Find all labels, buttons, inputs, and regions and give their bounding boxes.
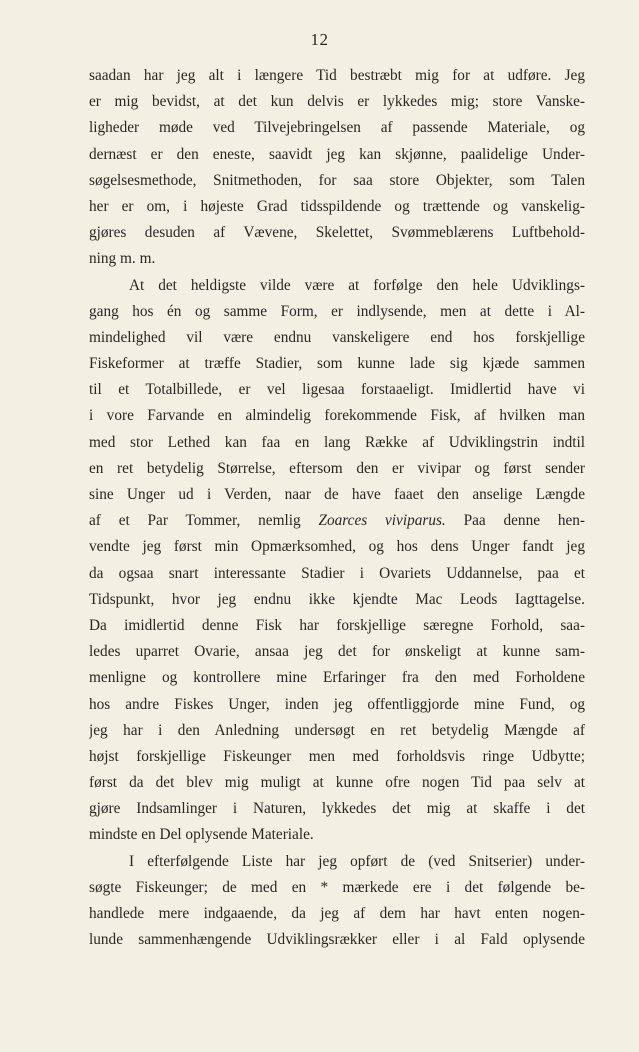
text-line: sine Unger ud i Verden, naar de have faaet den anselige Længde xyxy=(89,486,585,503)
text-line: her er om, i højeste Grad tidsspildende og trættende og vanskelig- xyxy=(89,197,585,215)
text-segment: Paa denne hen- xyxy=(463,512,585,530)
text-line: gjøre Indsamlinger i Naturen, lykkedes det mig at skaffe i det xyxy=(89,800,585,818)
species-name: Zoarces viviparus. xyxy=(318,512,446,530)
text-line: hos andre Fiskes Unger, inden jeg offentliggjorde mine Fund, og xyxy=(89,695,585,713)
text-line: er mig bevidst, at det kun delvis er lykkedes mig; store Vanske- xyxy=(89,93,585,111)
text-line: Fiskeformer at træffe Stadier, som kunne lade sig kjæde sammen xyxy=(89,355,585,373)
text-line: lunde sammenhængende Udviklingsrækker eller i al Fald oplysende xyxy=(89,931,585,949)
text-segment: nemlig xyxy=(258,512,301,530)
text-line: gjøres desuden af Vævene, Skelettet, Svømmeblærens Luftbehold- xyxy=(89,224,585,242)
text-line: ning m. m. xyxy=(89,250,156,268)
text-line: mindelighed vil være endnu vanskeligere end hos forskjellige xyxy=(89,328,585,346)
text-line: ledes uparret Ovarie, ansaa jeg det for ønskeligt at kunne sam- xyxy=(89,643,585,661)
text-line: gang hos én og samme Form, er indlysende, men at dette i Al- xyxy=(89,302,585,320)
text-line: Da imidlertid denne Fisk har forskjellige særegne Forhold, saa- xyxy=(89,616,585,634)
text-line: med stor Lethed kan faa en lang Række af Udviklingstrin indtil xyxy=(89,433,585,451)
text-line: saadan har jeg alt i længere Tid bestræbt mig for at udføre. Jeg xyxy=(89,67,585,84)
text-line: vendte jeg først min Opmærksomhed, og hos dens Unger fandt jeg xyxy=(89,538,585,556)
text-segment: af et Par Tommer, xyxy=(89,512,241,530)
text-line: mindste en Del oplysende Materiale. xyxy=(89,826,314,844)
text-line: ligheder møde ved Tilvejebringelsen af passende Materiale, og xyxy=(89,119,585,137)
text-line: dernæst er den eneste, saavidt jeg kan skjønne, paalidelige Under- xyxy=(89,145,585,163)
text-line: først da det blev mig muligt at kunne ofre nogen Tid paa selv at xyxy=(89,774,585,792)
text-line: I efterfølgende Liste har jeg opført de (ved Snitserier) under- xyxy=(129,852,585,870)
text-line: jeg har i den Anledning undersøgt en ret betydelig Mængde af xyxy=(89,721,585,739)
text-line: til et Totalbillede, er vel ligesaa forstaaeligt. Imidlertid have vi xyxy=(89,381,585,399)
text-line: menligne og kontrollere mine Erfaringer fra den med Forholdene xyxy=(89,669,585,687)
text-line: i vore Farvande en almindelig forekommende Fisk, af hvilken man xyxy=(89,407,585,425)
body-text xyxy=(89,63,585,953)
text-line: At det heldigste vilde være at forfølge den hele Udviklings- xyxy=(129,276,585,294)
text-line: da ogsaa snart interessante Stadier i Ovariets Uddannelse, paa et xyxy=(89,564,585,582)
text-line-mixed xyxy=(89,508,585,534)
text-line: en ret betydelig Størrelse, eftersom den er vivipar og først sender xyxy=(89,459,585,477)
page-number: 12 xyxy=(310,30,329,49)
text-line: højst forskjellige Fiskeunger men med forholdsvis ringe Udbytte; xyxy=(89,747,585,765)
text-line: Tidspunkt, hvor jeg endnu ikke kjendte Mac Leods Iagttagelse. xyxy=(89,590,585,608)
text-line: søgelsesmethode, Snitmethoden, for saa store Objekter, som Talen xyxy=(89,171,585,189)
text-line: søgte Fiskeunger; de med en * mærkede ere i det følgende be- xyxy=(89,878,585,896)
text-line: handlede mere indgaaende, da jeg af dem har havt enten nogen- xyxy=(89,905,585,922)
